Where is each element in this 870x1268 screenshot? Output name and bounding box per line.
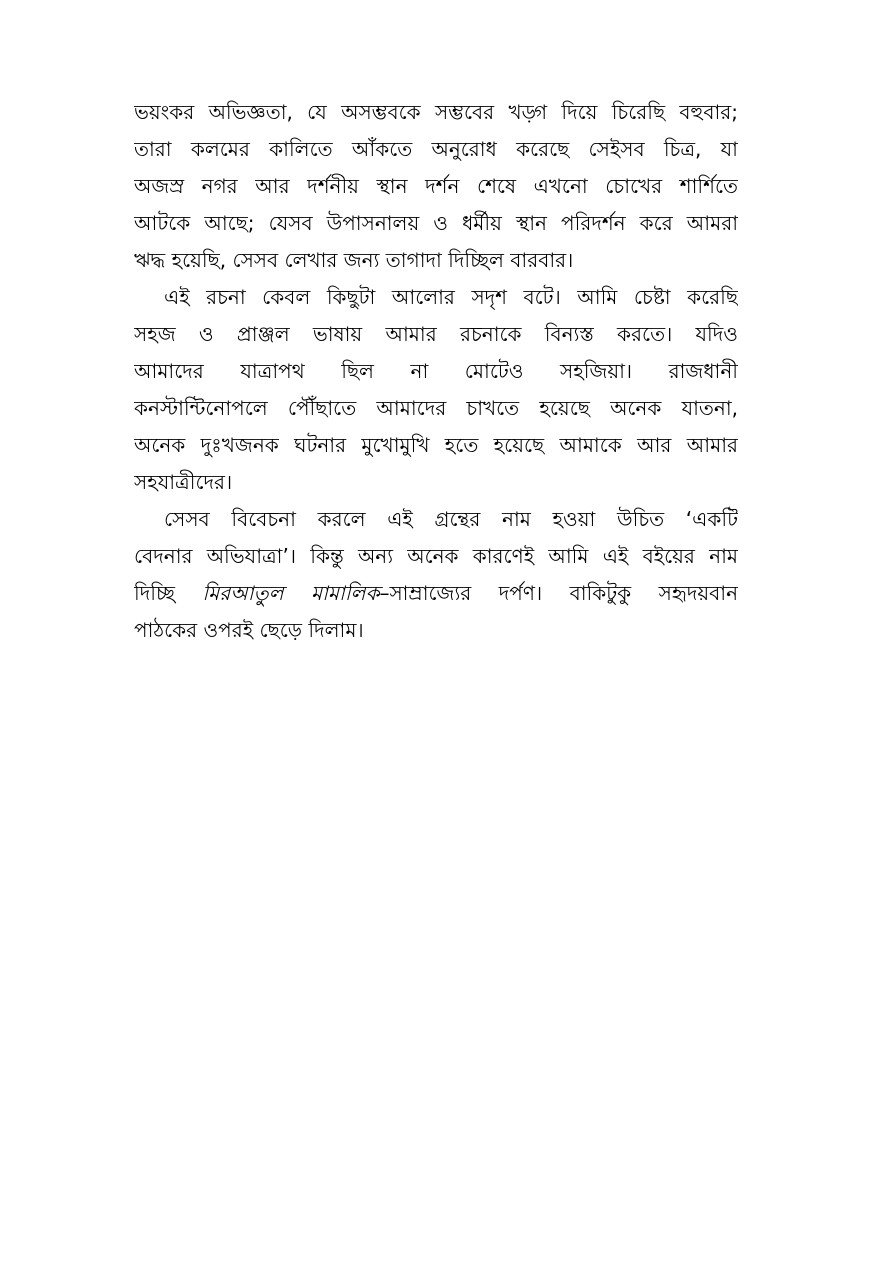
text-segment: দিচ্ছি [134,581,203,605]
paragraph-3 [134,501,738,649]
text-line: সহযাত্রীদের। [134,470,233,494]
paragraph-2 [134,279,738,501]
body-text [134,94,738,649]
text-line: আমাদের যাত্রাপথ ছিল না মোটেও সহজিয়া। রাজধানী [134,359,738,383]
text-line: এই রচনা কেবল কিছুটা আলোর সদৃশ বটে। আমি চেষ্টা করেছি [164,285,738,309]
text-line-with-title [134,575,738,612]
text-line: পাঠকের ওপরই ছেড়ে দিলাম। [134,618,364,642]
text-line: ঋদ্ধ হয়েছি, সেসব লেখার জন্য তাগাদা দিচ্ছিল বারবার। [134,248,574,272]
text-line: অজস্র নগর আর দর্শনীয় স্থান দর্শন শেষে এখনো চোখের শার্শিতে [134,174,738,198]
text-line: সহজ ও প্রাঞ্জল ভাষায় আমার রচনাকে বিন্যস্ত করতে। যদিও [134,322,738,346]
text-line: সেসব বিবেচনা করলে এই গ্রন্থের নাম হওয়া উচিত ‘একটি [164,507,738,531]
text-line: বেদনার অভিযাত্রা’। কিন্তু অন্য অনেক কারণেই আমি এই বইয়ের নাম [134,544,738,568]
text-line: তারা কলমের কালিতে আঁকতে অনুরোধ করেছে সেইসব চিত্র, যা [134,137,738,161]
text-line: অনেক দুঃখজনক ঘটনার মুখোমুখি হতে হয়েছে আমাকে আর আমার [134,433,738,457]
text-segment: –সাম্রাজ্যের দর্পণ। বাকিটুকু সহৃদয়বান [379,581,738,605]
text-line: আটকে আছে; যেসব উপাসনালয় ও ধর্মীয় স্থান পরিদর্শন করে আমরা [134,211,738,235]
text-line: কনস্টান্টিনোপলে পৌঁছাতে আমাদের চাখতে হয়েছে অনেক যাতনা, [134,396,738,420]
paragraph-1 [134,94,738,279]
book-title-italic: মিরআতুল মামালিক [202,581,380,605]
text-line: ভয়ংকর অভিজ্ঞতা, যে অসম্ভবকে সম্ভবের খড়্গ দিয়ে চিরেছি বহুবার; [134,100,738,124]
